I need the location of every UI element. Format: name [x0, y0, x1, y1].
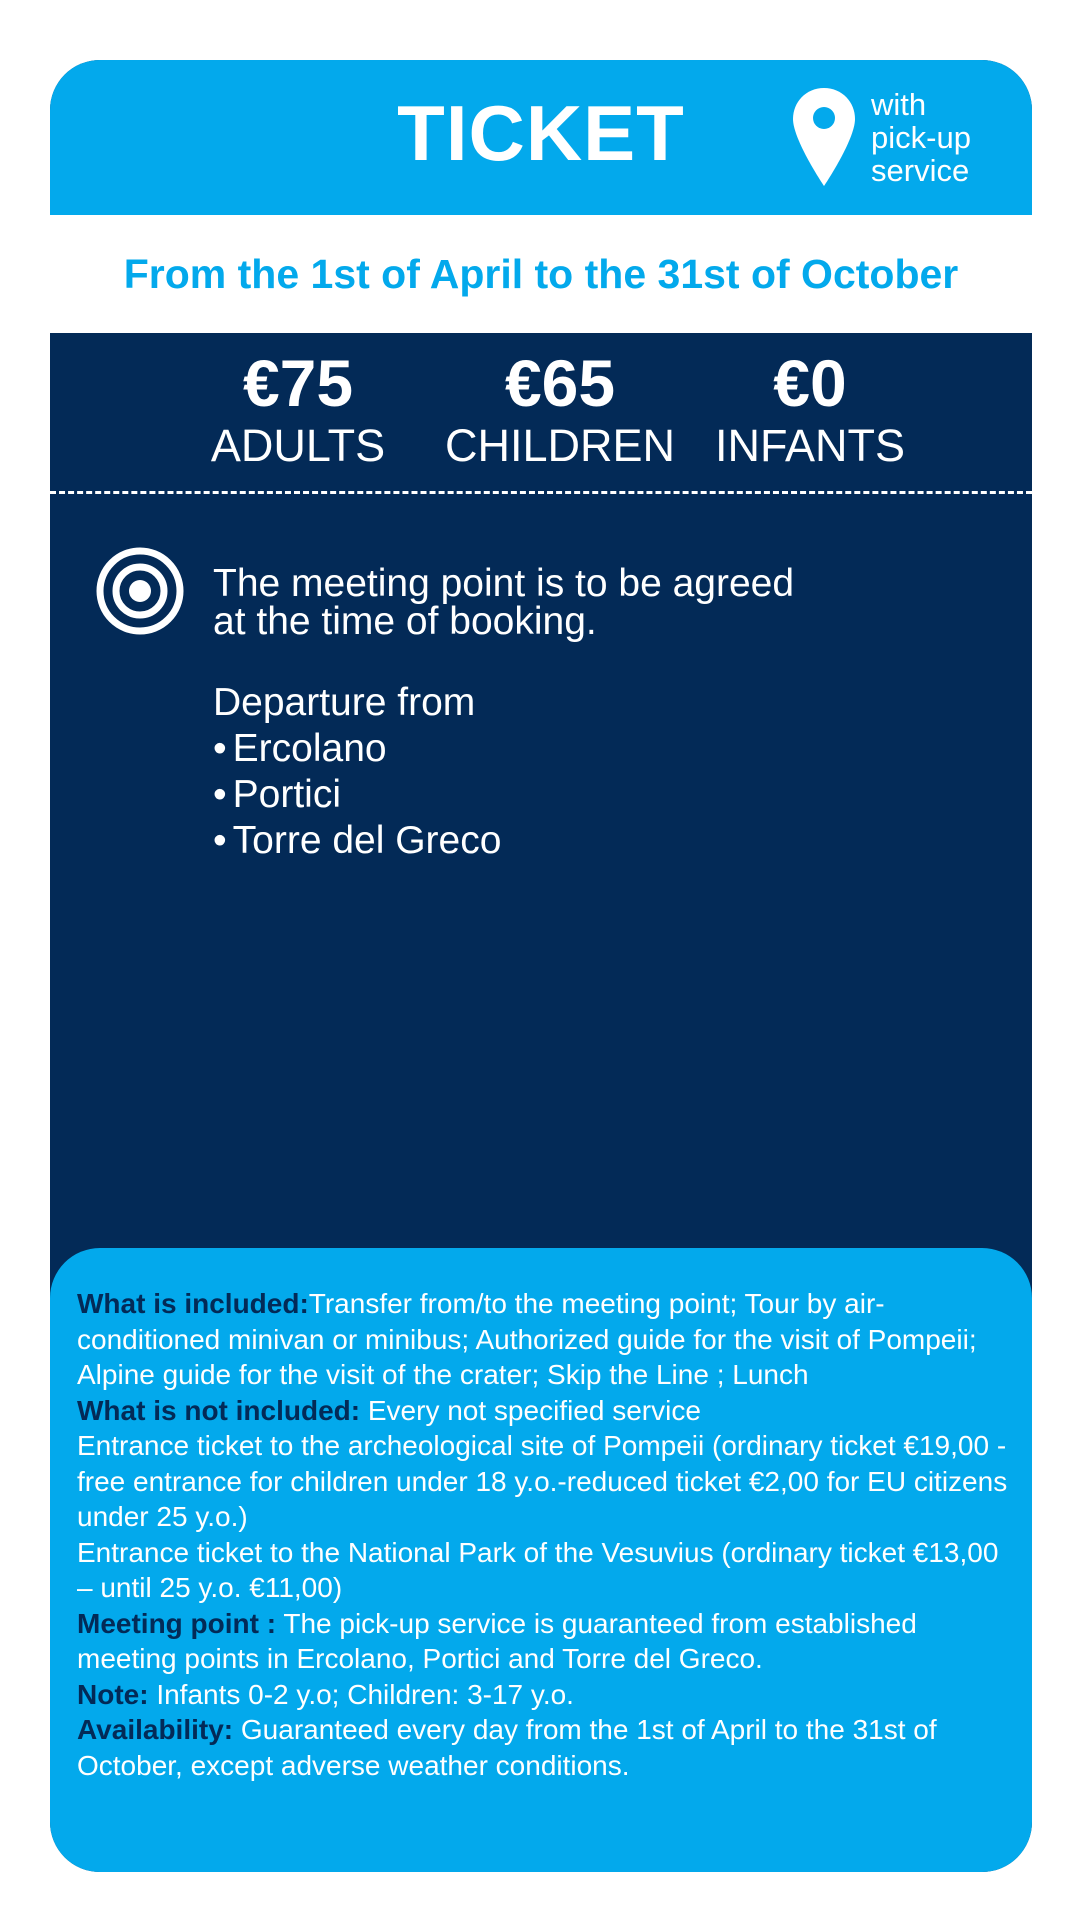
price-label: CHILDREN — [444, 420, 676, 471]
location-pin-icon — [791, 86, 857, 190]
note-text: Infants 0-2 y.o; Children: 3-17 y.o. — [148, 1678, 574, 1710]
price-children — [440, 345, 680, 471]
date-range-text: From the 1st of April to the 31st of October — [123, 251, 959, 297]
meeting-label: Meeting point : — [77, 1607, 277, 1639]
meeting-paragraph — [77, 1606, 1012, 1677]
included-label: What is included: — [77, 1288, 309, 1319]
vesuvius-ticket-text: Entrance ticket to the National Park of the Vesuvius (ordinary ticket €13,00 – until 25 y.o. €11,00) — [77, 1536, 999, 1603]
availability-label: Availability: — [77, 1714, 234, 1745]
pickup-line-3: service — [871, 153, 970, 188]
included-text: Transfer from/to the meeting point; Tour by air-conditioned minivan or minibus; Authorized guide for the visit of Pompeii; Alpine guide for the visit of the crater; Skip the Line ; Lunch — [77, 1288, 977, 1390]
ticket-title: TICKET — [397, 89, 685, 177]
date-range-band — [50, 215, 1032, 333]
meeting-point-text — [213, 562, 863, 643]
price-label: INFANTS — [714, 420, 906, 471]
price-amount: €75 — [242, 346, 354, 420]
note-label: Note: — [77, 1678, 149, 1710]
availability-paragraph — [77, 1712, 1012, 1783]
price-row — [50, 333, 1032, 488]
departure-list — [213, 726, 501, 864]
not-included-paragraph — [77, 1393, 1012, 1429]
pickup-line-1: with — [871, 87, 927, 122]
availability-text: Guaranteed every day from the 1st of April to the 31st of October, except adverse weather conditions. — [77, 1714, 937, 1781]
departure-section — [213, 680, 501, 864]
meeting-text: The pick-up service is guaranteed from established meeting points in Ercolano, Portici and Torre del Greco. — [77, 1607, 917, 1674]
included-paragraph — [77, 1286, 1012, 1393]
pickup-service-label — [871, 88, 971, 187]
pickup-line-2: pick-up — [871, 120, 971, 155]
price-amount: €0 — [773, 346, 847, 420]
price-infants — [705, 345, 915, 471]
ticket-header — [50, 60, 1032, 215]
ticket-card — [50, 60, 1032, 1872]
meeting-line-1: The meeting point is to be agreed — [213, 562, 795, 605]
list-item: • Torre del Greco — [213, 818, 501, 864]
meeting-line-2: at the time of booking. — [213, 600, 597, 643]
info-body — [77, 1286, 1012, 1783]
dashed-divider — [50, 491, 1032, 494]
note-paragraph — [77, 1677, 1012, 1713]
not-included-label: What is not included: — [77, 1394, 361, 1426]
target-icon — [95, 546, 185, 636]
price-amount: €65 — [504, 346, 616, 420]
list-item: • Ercolano — [213, 726, 501, 772]
pompeii-ticket-text: Entrance ticket to the archeological site of Pompeii (ordinary ticket €19,00 - free entrance for children under 18 y.o.-reduced ticket €2,00 for EU citizens under 25 y.o.) — [77, 1430, 1008, 1532]
list-item: • Portici — [213, 772, 501, 818]
departure-heading: Departure from — [213, 681, 476, 724]
not-included-text: Every not specified service — [360, 1394, 701, 1426]
price-label: ADULTS — [210, 420, 386, 471]
price-adults — [198, 345, 398, 471]
info-panel — [50, 1248, 1032, 1872]
